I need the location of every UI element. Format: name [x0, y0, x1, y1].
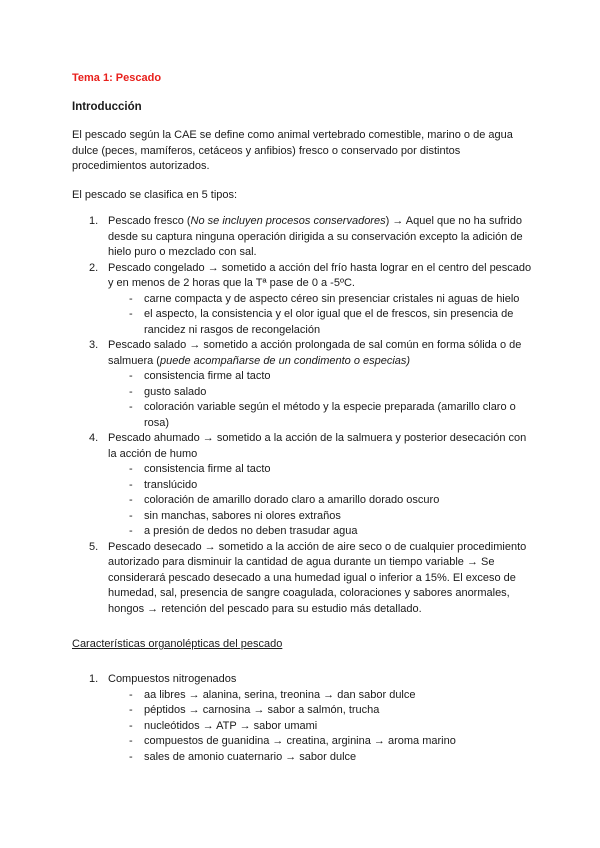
list-item: 4. Pescado ahumado → sometido a la acción de la salmuera y posterior desecación con la acción de humo - consistencia firme al tacto - translúcido - coloración de amarillo dorado claro a amarillo dorado oscuro - sin manchas, sabores ni olores extraños - a presión de dedos no deben trasudar agua — [72, 431, 532, 540]
dash-icon: - — [129, 463, 133, 475]
dash-icon: - — [129, 401, 133, 413]
list-number: 5. — [89, 540, 99, 553]
list-number: 4. — [89, 432, 99, 444]
dash-icon: - — [129, 478, 133, 491]
dash-icon: - — [129, 719, 133, 732]
list-number: 1. — [89, 673, 99, 685]
list-number: 2. — [89, 261, 99, 274]
dash-icon: - — [129, 735, 133, 747]
list-item: 5. Pescado desecado → sometido a la acción de aire seco o de cualquier procedimiento autorizado para disminuir la cantidad de agua durante un tiempo variable → Se considerará pescado desecado a una humedad igual o inferior a 15%. El exceso de humedad, sal, presencia de sangre coagulada, coloraciones y sabores anormales, hongos → retención del pescado para su estudio más detallado. — [89, 540, 527, 615]
dash-icon: - — [129, 292, 133, 305]
intro-paragraph: El pescado según la CAE se define como animal vertebrado comestible, marino o de agua dulce (peces, mamíferos, cetáceos y anfibios) fresco o conservado por distintos procedimientos autorizados. — [72, 129, 513, 172]
list-item: 2. Pescado congelado → sometido a acción del frío hasta lograr en el centro del pescado y en menos de 2 horas que la Tª pase de 0 a -5ºC. - carne compacta y de aspecto céreo sin presenciar cristales ni aguas de hielo - el aspecto, la consistencia y el olor igual que el de frescos, sin presencia de rancidez ni rasgos de recongelación — [72, 261, 532, 339]
sub-list-item: - compuestos de guanidina → creatina, arginina → aroma marino — [108, 734, 532, 750]
intro-heading: Introducción — [72, 101, 142, 113]
dash-icon: - — [129, 308, 133, 320]
dash-icon: - — [129, 385, 133, 398]
organoleptic-list — [72, 672, 532, 765]
sub-list-item: - nucleótidos → ATP → sabor umami — [108, 719, 532, 735]
sub-list — [108, 462, 532, 540]
sub-list-item: - carne compacta y de aspecto céreo sin presenciar cristales ni aguas de hielo — [108, 292, 532, 308]
list-item: 1. Compuestos nitrogenados - aa libres → alanina, serina, treonina → dan sabor dulce - péptidos → carnosina → sabor a salmón, trucha - nucleótidos → ATP → sabor umami - compuestos de guanidina → creatina, arginina → aroma marino - sales de amonio cuaternario → sabor dulce — [72, 672, 532, 765]
sub-list-item: - gusto salado — [108, 385, 532, 401]
sub-list-item: - péptidos → carnosina → sabor a salmón, trucha — [108, 703, 532, 719]
sub-list-item: - consistencia firme al tacto — [108, 369, 532, 385]
section-heading-organoleptic: Características organolépticas del pescado — [72, 638, 283, 650]
list-item: 3. Pescado salado → sometido a acción prolongada de sal común en forma sólida o de salmuera (puede acompañarse de un condimento o especias) - consistencia firme al tacto - gusto salado - coloración variable según el método y la especie preparada (amarillo claro o rosa) — [72, 338, 532, 431]
list-item: 1. Pescado fresco (No se incluyen procesos conservadores) → Aquel que no ha sufrido desde su captura ninguna operación dirigida a su conservación excepto la adición de hielo puro o mezclado con sal. — [89, 215, 523, 258]
dash-icon: - — [129, 494, 133, 506]
sub-list — [108, 369, 532, 431]
dash-icon: - — [129, 688, 133, 701]
sub-list-item: - aa libres → alanina, serina, treonina → dan sabor dulce — [108, 688, 532, 704]
dash-icon: - — [129, 750, 133, 763]
sub-list — [108, 688, 532, 766]
list-number: 3. — [89, 339, 99, 351]
sub-list-item: - sales de amonio cuaternario → sabor dulce — [108, 750, 532, 766]
document-title: Tema 1: Pescado — [72, 72, 162, 84]
classification-line: El pescado se clasifica en 5 tipos: — [72, 188, 238, 201]
sub-list-item: - el aspecto, la consistencia y el olor igual que el de frescos, sin presencia de rancidez ni rasgos de recongelación — [129, 308, 514, 336]
sub-list — [108, 292, 532, 339]
dash-icon: - — [129, 704, 133, 716]
sub-list-item: - a presión de dedos no deben trasudar agua — [108, 524, 532, 540]
sub-list-item: - coloración de amarillo dorado claro a amarillo dorado oscuro — [108, 493, 532, 509]
sub-list-item: - translúcido — [108, 478, 532, 494]
sub-list-item: - coloración variable según el método y la especie preparada (amarillo claro o rosa) — [129, 401, 516, 429]
dash-icon: - — [129, 370, 133, 382]
dash-icon: - — [129, 525, 133, 537]
dash-icon: - — [129, 509, 133, 522]
types-list — [72, 214, 532, 617]
sub-list-item: - consistencia firme al tacto — [108, 462, 532, 478]
sub-list-item: - sin manchas, sabores ni olores extraños — [108, 509, 532, 525]
list-number: 1. — [89, 215, 99, 227]
document-page — [72, 71, 532, 765]
